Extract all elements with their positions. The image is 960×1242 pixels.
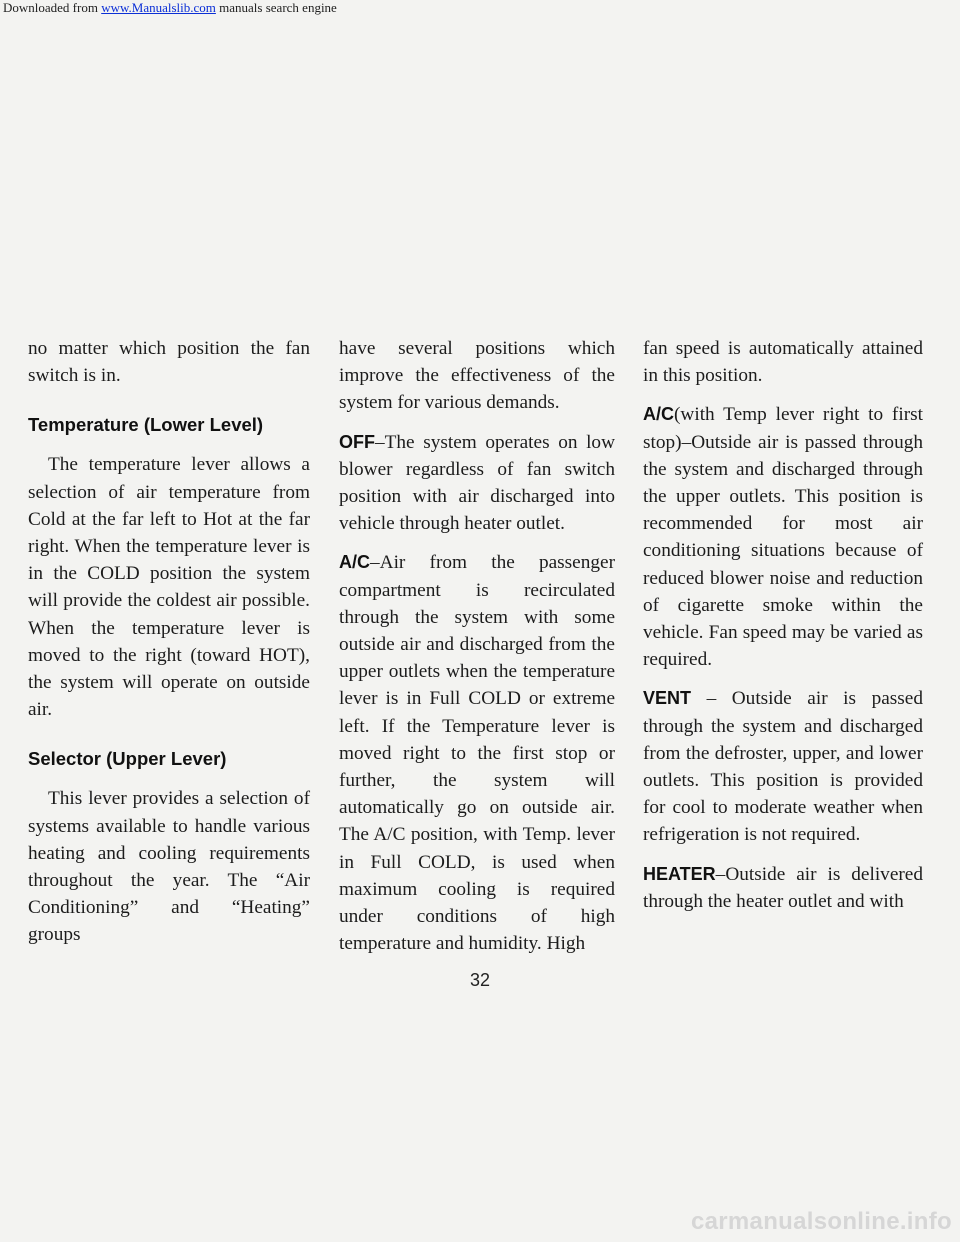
mode-ac-first-stop-description	[643, 401, 923, 673]
mode-text: –Air from the passenger compartment is recirculated through the system with some outside air and discharged from the upper outlets when the temperature lever is in Full COLD or extreme left. If the Temperature lever is moved right to the first stop or further, the system will automatically go on outside air. The A/C position, with Temp. lever in Full COLD, is used when maximum cooling is required under conditions of high temperature and humidity. High	[339, 552, 615, 955]
watermark: carmanualsonline.info	[690, 1208, 952, 1235]
mode-text: –Outside air is delivered through the heater outlet and with	[643, 863, 923, 912]
column-left	[28, 335, 310, 961]
mode-off-description	[339, 429, 615, 538]
download-banner	[0, 0, 960, 18]
section-heading-selector: Selector (Upper Lever)	[28, 748, 227, 770]
paragraph: have several positions which improve the effectiveness of the system for various demands.	[339, 338, 615, 414]
manualslib-link[interactable]: www.Manualslib.com	[101, 0, 216, 15]
mode-ac-description	[339, 549, 615, 957]
paragraph: no matter which position the fan switch is in.	[28, 338, 310, 387]
paragraph: The temperature lever allows a selection of air temperature from Cold at the far left to Hot at the far right. When the temperature lever is in the COLD position the system will provide the coldest air possible. When the temperature lever is moved to the right (toward HOT), the system will operate on outside air.	[28, 454, 310, 721]
mode-heater-description	[643, 861, 923, 915]
page-number: 32	[470, 970, 491, 990]
column-middle	[339, 335, 615, 969]
mode-text: – Outside air is passed through the system and discharged from the defroster, upper, and lower outlets. This position is provided for cool to moderate weather when refrigeration is not required.	[643, 688, 923, 846]
paragraph: This lever provides a selection of systems available to handle various heating and cooling requirements throughout the year. The “Air Conditioning” and “Heating” groups	[28, 788, 310, 946]
banner-prefix: Downloaded from	[3, 0, 102, 15]
mode-vent-description	[643, 685, 923, 848]
mode-label-ac: A/C	[643, 404, 674, 425]
mode-label-heater: HEATER	[643, 863, 716, 884]
mode-label-off: OFF	[339, 431, 375, 452]
mode-text: –The system operates on low blower regardless of fan switch position with air discharged into vehicle through heater outlet.	[339, 431, 615, 535]
column-right	[643, 335, 923, 927]
mode-label-vent: VENT	[643, 688, 692, 709]
paragraph: fan speed is automatically attained in this position.	[643, 338, 923, 387]
mode-text: (with Temp lever right to first stop)–Outside air is passed through the system and discharged through the upper outlets. This position is recommended for most air conditioning situations because of reduced blower noise and reduction of cigarette smoke within the vehicle. Fan speed may be varied as required.	[643, 404, 923, 671]
section-heading-temperature: Temperature (Lower Level)	[28, 414, 264, 436]
mode-label-ac: A/C	[339, 552, 370, 573]
banner-suffix: manuals search engine	[215, 0, 337, 15]
